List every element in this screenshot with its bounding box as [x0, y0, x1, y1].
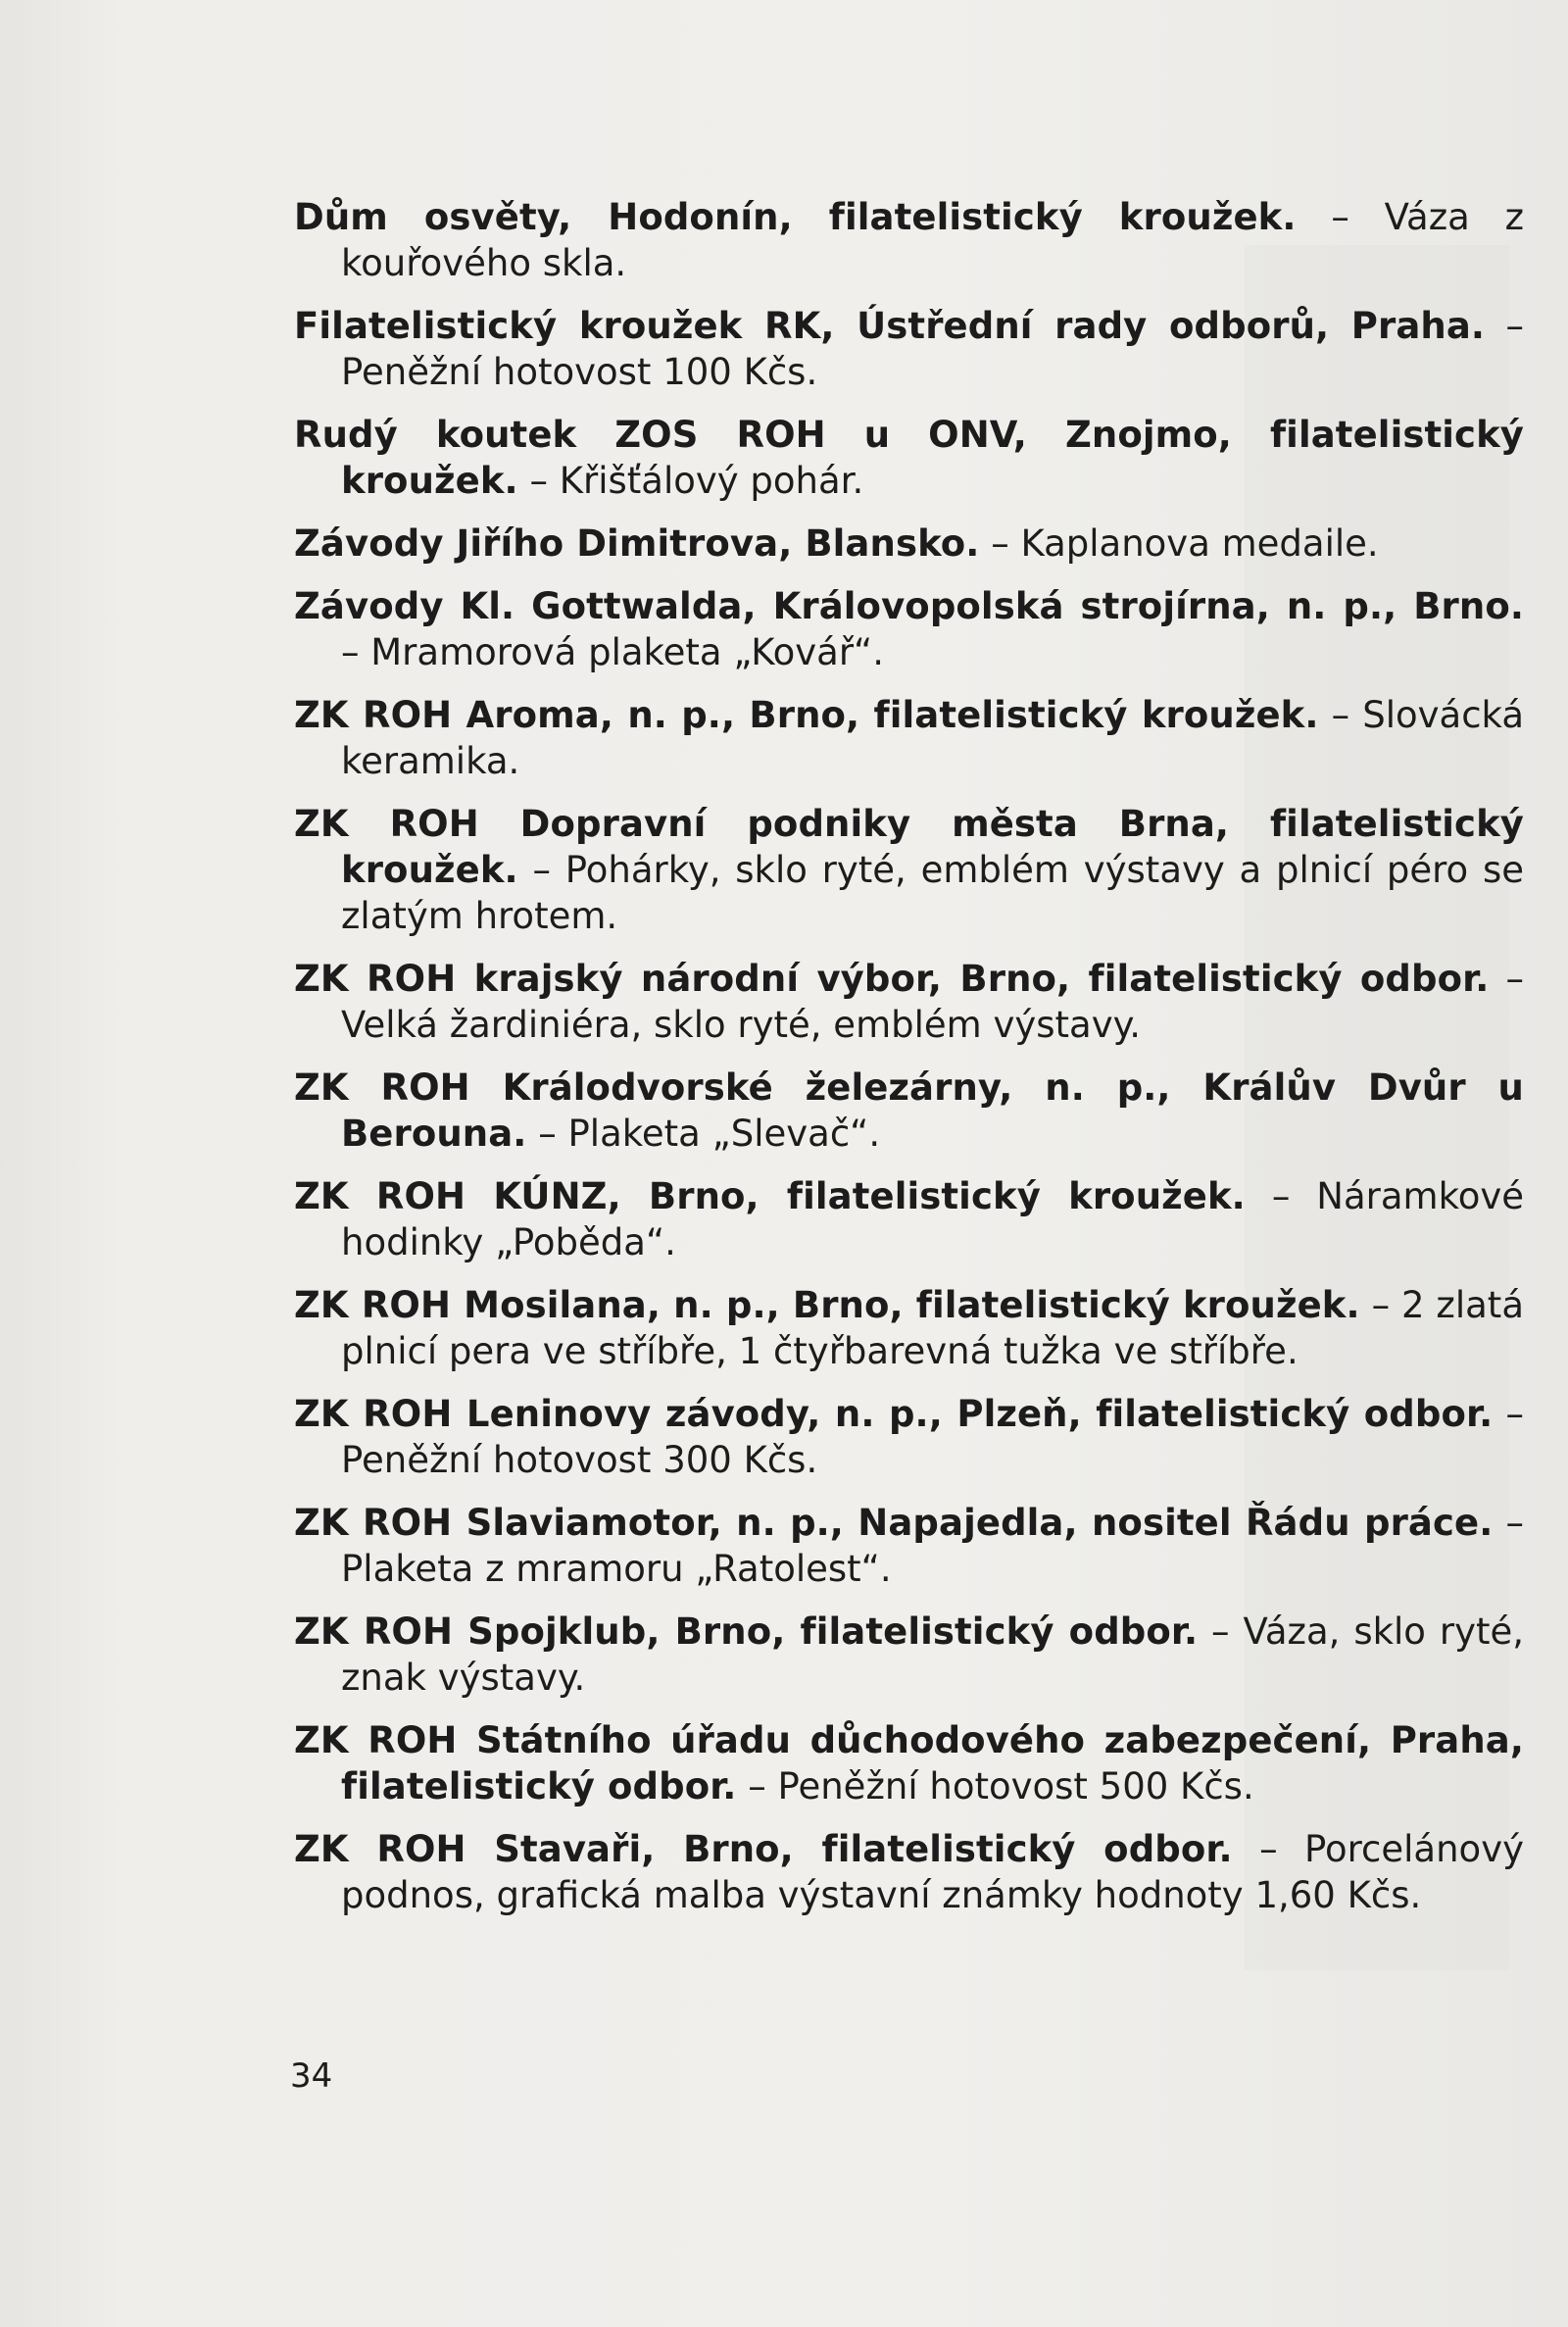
prize-list — [294, 194, 1524, 1935]
prize-description: – Plaketa z mramoru „Ratolest“. — [341, 1502, 1524, 1590]
prize-description: – Peněžní hotovost 300 Kčs. — [341, 1393, 1525, 1481]
prize-description: – Pohárky, sklo ryté, emblém výstavy a plnicí péro se zlatým hrotem. — [341, 849, 1524, 937]
organization-name: ZK ROH Stavaři, Brno, filatelistický odbor. — [294, 1828, 1233, 1870]
organization-name: Rudý koutek ZOS ROH u ONV, Znojmo, filatelistický kroužek. — [294, 414, 1524, 502]
prize-description: – Plaketa „Slevač“. — [538, 1113, 881, 1155]
prize-description: – Velká žardiniéra, sklo ryté, emblém výstavy. — [341, 958, 1524, 1046]
organization-name: ZK ROH krajský národní výbor, Brno, filatelistický odbor. — [294, 958, 1490, 1000]
organization-name: ZK ROH Mosilana, n. p., Brno, filatelistický kroužek. — [294, 1284, 1360, 1326]
prize-description: – Slovácká keramika. — [341, 694, 1524, 782]
list-item — [294, 1609, 1524, 1701]
list-item — [294, 303, 1524, 395]
organization-name: ZK ROH Leninovy závody, n. p., Plzeň, filatelistický odbor. — [294, 1393, 1494, 1435]
prize-description: – Porcelánový podnos, grafická malba výstavní známky hodnoty 1,60 Kčs. — [341, 1828, 1524, 1916]
prize-description: – Náramkové hodinky „Poběda“. — [341, 1175, 1524, 1263]
list-item — [294, 520, 1524, 567]
page-number: 34 — [290, 2056, 333, 2096]
organization-name: ZK ROH Dopravní podniky města Brna, filatelistický kroužek. — [294, 803, 1524, 891]
list-item — [294, 194, 1524, 286]
organization-name: ZK ROH Státního úřadu důchodového zabezpečení, Praha, filatelistický odbor. — [294, 1719, 1524, 1807]
prize-description: – 2 zlatá plnicí pera ve stříbře, 1 čtyřbarevná tužka ve stříbře. — [341, 1284, 1524, 1372]
list-item — [294, 1717, 1524, 1809]
prize-description: – Peněžní hotovost 100 Kčs. — [341, 305, 1524, 393]
organization-name: ZK ROH Spojklub, Brno, filatelistický odbor. — [294, 1610, 1199, 1653]
prize-description: – Mramorová plaketa „Kovář“. — [341, 631, 884, 673]
list-item — [294, 583, 1524, 675]
organization-name: Filatelistický kroužek RK, Ústřední rady odborů, Praha. — [294, 305, 1486, 347]
prize-description: – Křišťálový pohár. — [529, 460, 864, 502]
list-item — [294, 1173, 1524, 1265]
organization-name: Závody Jiřího Dimitrova, Blansko. — [294, 522, 980, 565]
list-item — [294, 1500, 1524, 1592]
organization-name: ZK ROH Králodvorské železárny, n. p., Králův Dvůr u Berouna. — [294, 1066, 1524, 1155]
organization-name: ZK ROH Aroma, n. p., Brno, filatelistický kroužek. — [294, 694, 1319, 736]
list-item — [294, 1391, 1524, 1483]
prize-description: – Peněžní hotovost 500 Kčs. — [748, 1765, 1254, 1807]
prize-description: – Kaplanova medaile. — [991, 522, 1379, 565]
organization-name: ZK ROH Slaviamotor, n. p., Napajedla, nositel Řádu práce. — [294, 1502, 1494, 1544]
list-item — [294, 412, 1524, 504]
list-item — [294, 801, 1524, 939]
prize-description: – Váza z kouřového skla. — [341, 196, 1525, 284]
list-item — [294, 692, 1524, 784]
organization-name: Dům osvěty, Hodonín, filatelistický kroužek. — [294, 196, 1297, 238]
list-item — [294, 1282, 1524, 1374]
list-item — [294, 956, 1524, 1048]
list-item — [294, 1826, 1524, 1918]
organization-name: Závody Kl. Gottwalda, Královopolská strojírna, n. p., Brno. — [294, 585, 1524, 627]
prize-description: – Váza, sklo ryté, znak výstavy. — [341, 1610, 1524, 1699]
organization-name: ZK ROH KÚNZ, Brno, filatelistický kroužek. — [294, 1175, 1246, 1217]
list-item — [294, 1064, 1524, 1157]
